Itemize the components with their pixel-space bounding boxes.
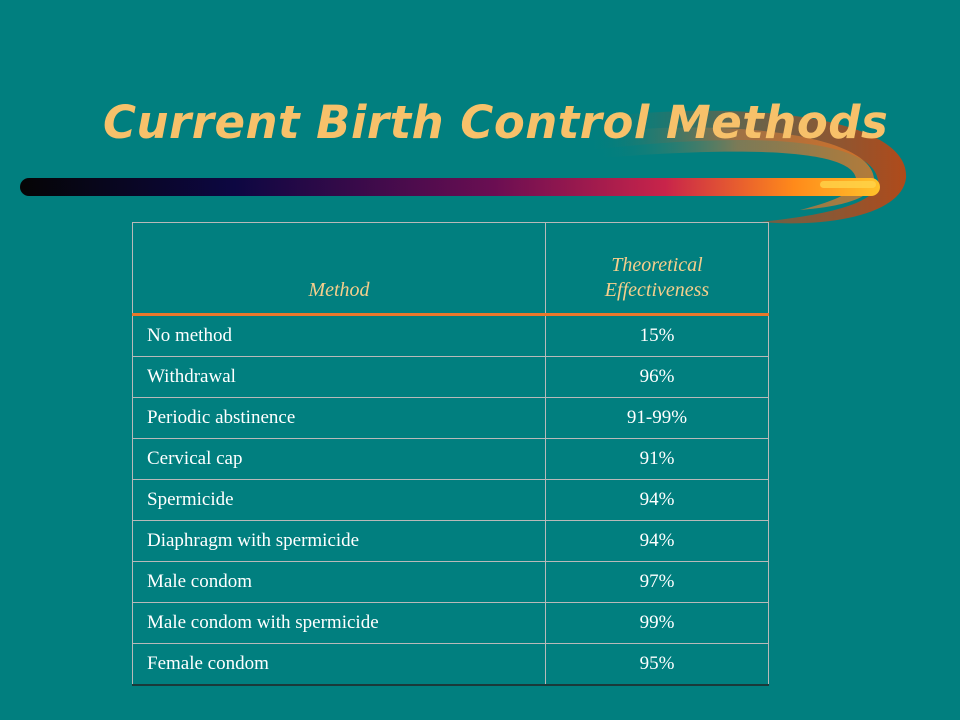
table-row — [133, 644, 769, 686]
method-cell: Diaphragm with spermicide — [133, 521, 546, 562]
table-header-row — [133, 223, 769, 315]
method-cell: Male condom — [133, 562, 546, 603]
effectiveness-cell: 91% — [546, 439, 769, 480]
table-row — [133, 357, 769, 398]
slide-title: Current Birth Control Methods — [103, 96, 889, 149]
effectiveness-cell: 97% — [546, 562, 769, 603]
table-row — [133, 480, 769, 521]
birth-control-table — [132, 222, 769, 686]
method-cell: Spermicide — [133, 480, 546, 521]
effectiveness-cell: 96% — [546, 357, 769, 398]
effectiveness-cell: 15% — [546, 315, 769, 357]
method-cell: Cervical cap — [133, 439, 546, 480]
effectiveness-cell: 94% — [546, 521, 769, 562]
effectiveness-cell: 94% — [546, 480, 769, 521]
effectiveness-cell: 95% — [546, 644, 769, 686]
method-cell: Male condom with spermicide — [133, 603, 546, 644]
effectiveness-cell: 99% — [546, 603, 769, 644]
method-cell: Periodic abstinence — [133, 398, 546, 439]
method-cell: No method — [133, 315, 546, 357]
effectiveness-column-header: Theoretical Effectiveness — [546, 223, 769, 315]
method-cell: Female condom — [133, 644, 546, 686]
table-row — [133, 603, 769, 644]
table-row — [133, 398, 769, 439]
table-row — [133, 439, 769, 480]
method-column-header: Method — [133, 223, 546, 315]
table-row — [133, 521, 769, 562]
table-row — [133, 562, 769, 603]
table-row — [133, 315, 769, 357]
method-cell: Withdrawal — [133, 357, 546, 398]
effectiveness-cell: 91-99% — [546, 398, 769, 439]
